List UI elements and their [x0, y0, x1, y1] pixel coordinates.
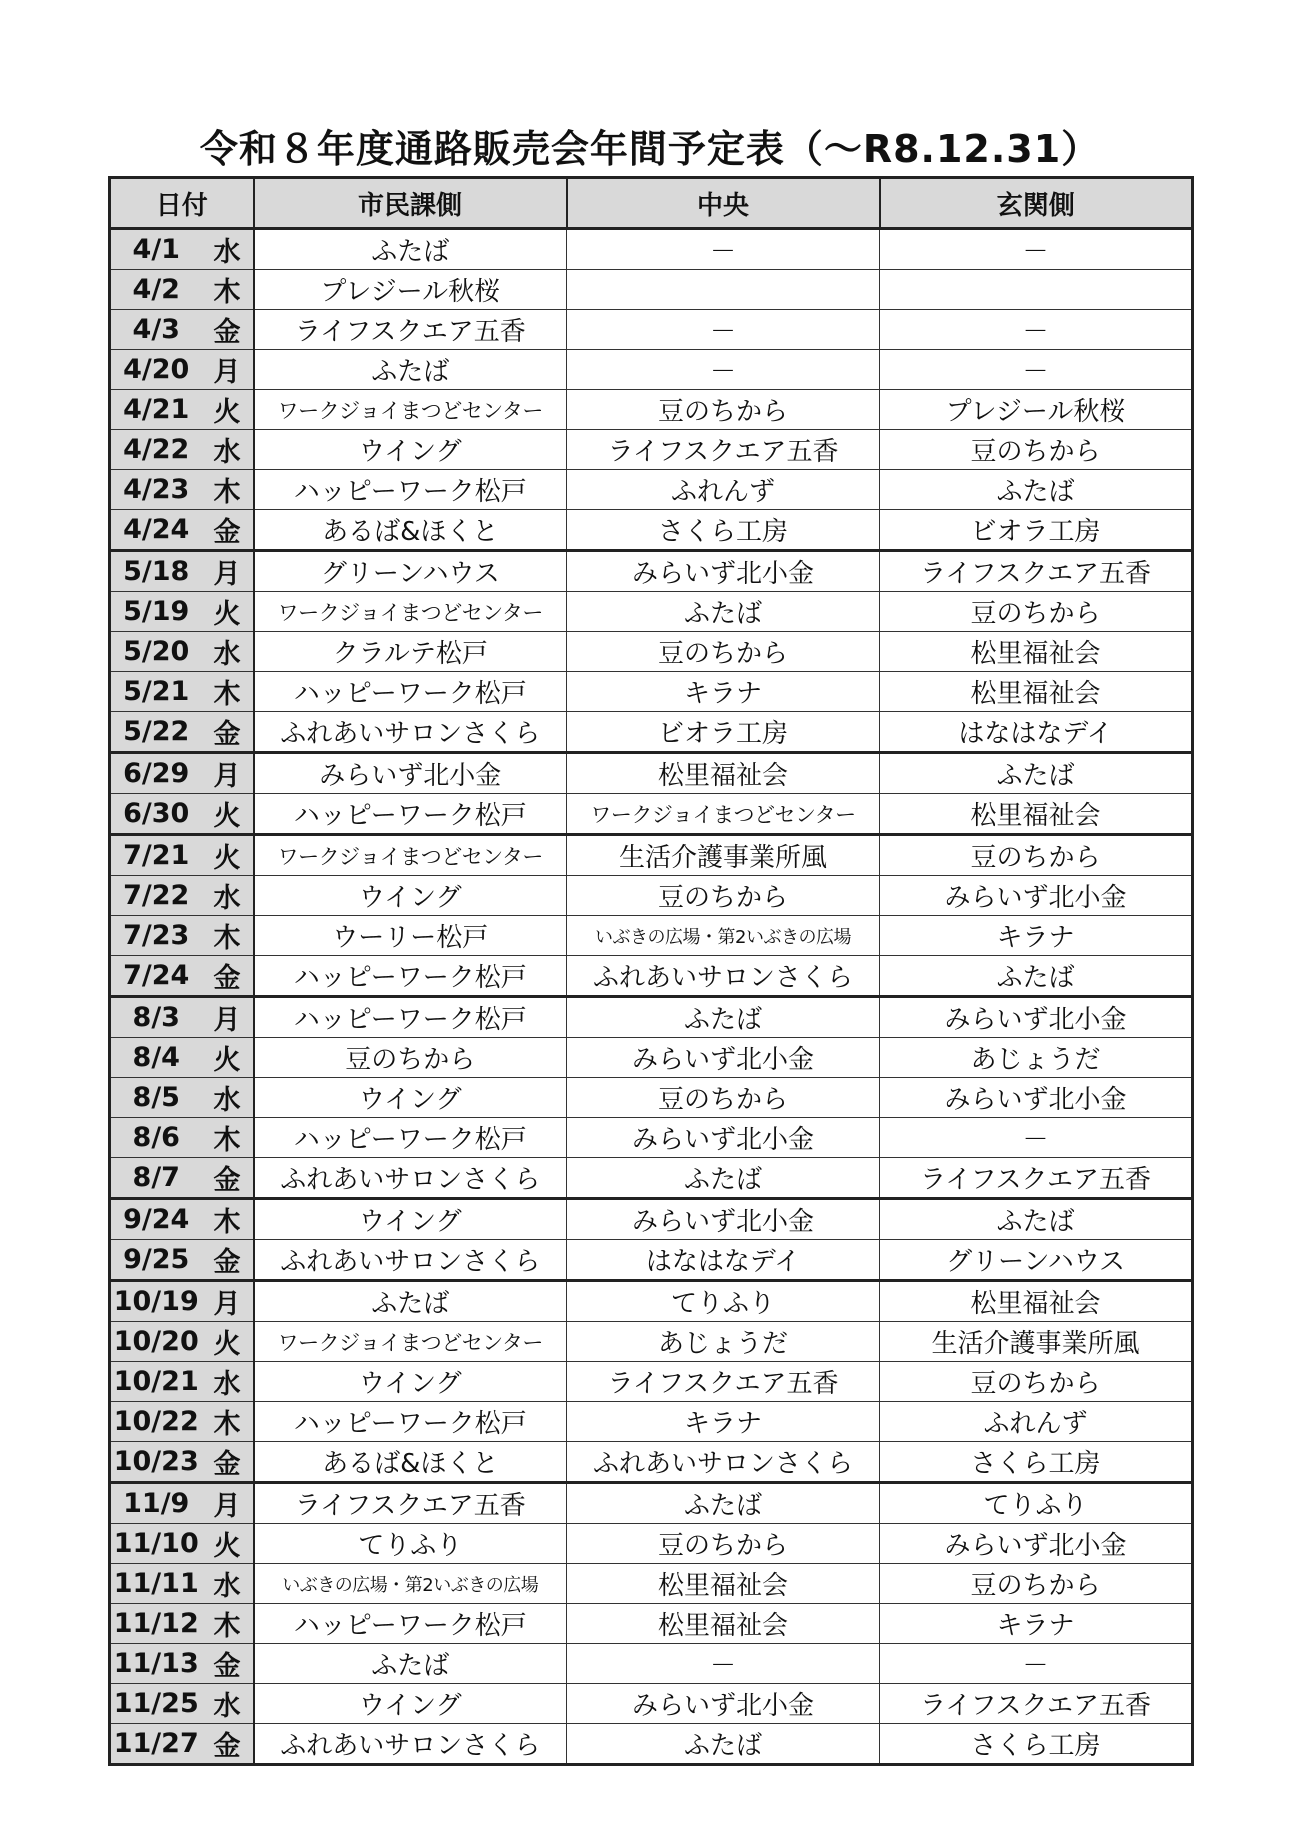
weekday-cell: 水 — [202, 632, 254, 672]
table-row — [110, 876, 1193, 916]
genkan-cell: 豆のちから — [880, 1362, 1193, 1402]
page-title: 令和８年度通路販売会年間予定表（～R8.12.31） — [199, 127, 1101, 171]
date-cell: 10/20 — [110, 1322, 202, 1362]
genkan-cell: ふたば — [880, 470, 1193, 510]
date-cell: 6/29 — [110, 753, 202, 794]
genkan-cell: キラナ — [880, 916, 1193, 956]
chuo-cell: みらいず北小金 — [567, 1684, 880, 1724]
shimin-cell: ハッピーワーク松戸 — [254, 997, 567, 1038]
shimin-cell: ハッピーワーク松戸 — [254, 1604, 567, 1644]
shimin-cell: ハッピーワーク松戸 — [254, 794, 567, 835]
genkan-cell: － — [880, 1644, 1193, 1684]
shimin-cell: ウイング — [254, 1199, 567, 1240]
date-cell: 5/18 — [110, 551, 202, 592]
chuo-cell: 豆のちから — [567, 632, 880, 672]
table-body — [110, 229, 1193, 1765]
weekday-cell: 火 — [202, 390, 254, 430]
shimin-cell: ワークジョイまつどセンター — [254, 835, 567, 876]
date-cell: 8/5 — [110, 1078, 202, 1118]
table-header-row — [110, 178, 1193, 229]
chuo-cell: － — [567, 350, 880, 390]
chuo-cell: 松里福祉会 — [567, 1604, 880, 1644]
weekday-cell: 月 — [202, 753, 254, 794]
shimin-cell: ふたば — [254, 229, 567, 270]
date-cell: 4/1 — [110, 229, 202, 270]
chuo-cell: てりふり — [567, 1281, 880, 1322]
weekday-cell: 火 — [202, 835, 254, 876]
table-row — [110, 430, 1193, 470]
shimin-cell: ハッピーワーク松戸 — [254, 672, 567, 712]
chuo-cell: みらいず北小金 — [567, 1118, 880, 1158]
genkan-cell: ふれんず — [880, 1402, 1193, 1442]
header-date: 日付 — [110, 178, 254, 229]
chuo-cell: ふたば — [567, 1724, 880, 1765]
shimin-cell: ウイング — [254, 1684, 567, 1724]
schedule-table — [108, 176, 1194, 1766]
shimin-cell: ライフスクエア五香 — [254, 1483, 567, 1524]
genkan-cell: さくら工房 — [880, 1442, 1193, 1483]
weekday-cell: 金 — [202, 1240, 254, 1281]
weekday-cell: 月 — [202, 1281, 254, 1322]
shimin-cell: あるば&ほくと — [254, 510, 567, 551]
table-row — [110, 916, 1193, 956]
table-row — [110, 672, 1193, 712]
shimin-cell: ウイング — [254, 430, 567, 470]
table-row — [110, 270, 1193, 310]
chuo-cell: ふたば — [567, 592, 880, 632]
weekday-cell: 月 — [202, 997, 254, 1038]
table-row — [110, 470, 1193, 510]
weekday-cell: 木 — [202, 916, 254, 956]
date-cell: 5/20 — [110, 632, 202, 672]
weekday-cell: 火 — [202, 1322, 254, 1362]
weekday-cell: 火 — [202, 794, 254, 835]
shimin-cell: ハッピーワーク松戸 — [254, 1118, 567, 1158]
genkan-cell: みらいず北小金 — [880, 1078, 1193, 1118]
header-shimin: 市民課側 — [254, 178, 567, 229]
table-row — [110, 390, 1193, 430]
date-cell: 10/22 — [110, 1402, 202, 1442]
chuo-cell: ふたば — [567, 997, 880, 1038]
weekday-cell: 火 — [202, 1038, 254, 1078]
table-row — [110, 997, 1193, 1038]
genkan-cell: みらいず北小金 — [880, 1524, 1193, 1564]
chuo-cell: キラナ — [567, 1402, 880, 1442]
weekday-cell: 水 — [202, 1362, 254, 1402]
date-cell: 5/22 — [110, 712, 202, 753]
table-row — [110, 510, 1193, 551]
chuo-cell: ライフスクエア五香 — [567, 1362, 880, 1402]
shimin-cell: ウーリー松戸 — [254, 916, 567, 956]
date-cell: 7/24 — [110, 956, 202, 997]
table-row — [110, 1078, 1193, 1118]
date-cell: 4/2 — [110, 270, 202, 310]
date-cell: 9/25 — [110, 1240, 202, 1281]
table-row — [110, 632, 1193, 672]
shimin-cell: ウイング — [254, 1362, 567, 1402]
table-row — [110, 956, 1193, 997]
shimin-cell: プレジール秋桜 — [254, 270, 567, 310]
weekday-cell: 木 — [202, 1118, 254, 1158]
chuo-cell: 松里福祉会 — [567, 1564, 880, 1604]
chuo-cell: みらいず北小金 — [567, 1199, 880, 1240]
genkan-cell: みらいず北小金 — [880, 997, 1193, 1038]
genkan-cell: － — [880, 229, 1193, 270]
genkan-cell: 生活介護事業所風 — [880, 1322, 1193, 1362]
weekday-cell: 水 — [202, 1078, 254, 1118]
date-cell: 11/10 — [110, 1524, 202, 1564]
date-cell: 11/25 — [110, 1684, 202, 1724]
genkan-cell: 豆のちから — [880, 1564, 1193, 1604]
weekday-cell: 水 — [202, 1564, 254, 1604]
shimin-cell: 豆のちから — [254, 1038, 567, 1078]
chuo-cell: 豆のちから — [567, 1524, 880, 1564]
shimin-cell: ハッピーワーク松戸 — [254, 470, 567, 510]
date-cell: 11/9 — [110, 1483, 202, 1524]
table-row — [110, 350, 1193, 390]
chuo-cell: 松里福祉会 — [567, 753, 880, 794]
genkan-cell: ライフスクエア五香 — [880, 1158, 1193, 1199]
table-row — [110, 1240, 1193, 1281]
genkan-cell: ふたば — [880, 753, 1193, 794]
date-cell: 8/7 — [110, 1158, 202, 1199]
genkan-cell: 松里福祉会 — [880, 794, 1193, 835]
shimin-cell: ウイング — [254, 1078, 567, 1118]
date-cell: 11/13 — [110, 1644, 202, 1684]
weekday-cell: 木 — [202, 672, 254, 712]
genkan-cell: てりふり — [880, 1483, 1193, 1524]
table-row — [110, 592, 1193, 632]
weekday-cell: 金 — [202, 310, 254, 350]
genkan-cell: はなはなデイ — [880, 712, 1193, 753]
table-row — [110, 1281, 1193, 1322]
genkan-cell: ふたば — [880, 1199, 1193, 1240]
shimin-cell: ハッピーワーク松戸 — [254, 956, 567, 997]
date-cell: 4/23 — [110, 470, 202, 510]
chuo-cell: 豆のちから — [567, 1078, 880, 1118]
shimin-cell: ふたば — [254, 1644, 567, 1684]
weekday-cell: 火 — [202, 1524, 254, 1564]
shimin-cell: ワークジョイまつどセンター — [254, 592, 567, 632]
table-row — [110, 1362, 1193, 1402]
genkan-cell: みらいず北小金 — [880, 876, 1193, 916]
table-row — [110, 551, 1193, 592]
shimin-cell: てりふり — [254, 1524, 567, 1564]
table-row — [110, 1038, 1193, 1078]
genkan-cell: グリーンハウス — [880, 1240, 1193, 1281]
weekday-cell: 水 — [202, 876, 254, 916]
weekday-cell: 金 — [202, 510, 254, 551]
date-cell: 6/30 — [110, 794, 202, 835]
date-cell: 11/11 — [110, 1564, 202, 1604]
shimin-cell: クラルテ松戸 — [254, 632, 567, 672]
genkan-cell: － — [880, 310, 1193, 350]
shimin-cell: ウイング — [254, 876, 567, 916]
header-chuo: 中央 — [567, 178, 880, 229]
date-cell: 4/22 — [110, 430, 202, 470]
date-cell: 4/3 — [110, 310, 202, 350]
shimin-cell: ワークジョイまつどセンター — [254, 1322, 567, 1362]
shimin-cell: ふれあいサロンさくら — [254, 712, 567, 753]
weekday-cell: 水 — [202, 1684, 254, 1724]
table-row — [110, 229, 1193, 270]
weekday-cell: 月 — [202, 1483, 254, 1524]
table-row — [110, 1118, 1193, 1158]
date-cell: 10/23 — [110, 1442, 202, 1483]
genkan-cell: プレジール秋桜 — [880, 390, 1193, 430]
table-row — [110, 1564, 1193, 1604]
weekday-cell: 金 — [202, 1442, 254, 1483]
genkan-cell: 豆のちから — [880, 430, 1193, 470]
chuo-cell: － — [567, 310, 880, 350]
chuo-cell: はなはなデイ — [567, 1240, 880, 1281]
date-cell: 4/21 — [110, 390, 202, 430]
weekday-cell: 金 — [202, 956, 254, 997]
date-cell: 4/24 — [110, 510, 202, 551]
shimin-cell: みらいず北小金 — [254, 753, 567, 794]
table-row — [110, 835, 1193, 876]
chuo-cell: ふれんず — [567, 470, 880, 510]
chuo-cell: 生活介護事業所風 — [567, 835, 880, 876]
genkan-cell: ライフスクエア五香 — [880, 1684, 1193, 1724]
shimin-cell: グリーンハウス — [254, 551, 567, 592]
weekday-cell: 金 — [202, 1724, 254, 1765]
date-cell: 5/21 — [110, 672, 202, 712]
chuo-cell: さくら工房 — [567, 510, 880, 551]
weekday-cell: 水 — [202, 430, 254, 470]
date-cell: 8/3 — [110, 997, 202, 1038]
chuo-cell: みらいず北小金 — [567, 1038, 880, 1078]
table-row — [110, 1524, 1193, 1564]
table-row — [110, 1199, 1193, 1240]
date-cell: 9/24 — [110, 1199, 202, 1240]
shimin-cell: ライフスクエア五香 — [254, 310, 567, 350]
weekday-cell: 金 — [202, 712, 254, 753]
table-row — [110, 310, 1193, 350]
genkan-cell: ふたば — [880, 956, 1193, 997]
genkan-cell: 松里福祉会 — [880, 632, 1193, 672]
genkan-cell: ビオラ工房 — [880, 510, 1193, 551]
weekday-cell: 月 — [202, 350, 254, 390]
chuo-cell: みらいず北小金 — [567, 551, 880, 592]
shimin-cell: ハッピーワーク松戸 — [254, 1402, 567, 1442]
shimin-cell: ふたば — [254, 1281, 567, 1322]
weekday-cell: 木 — [202, 1402, 254, 1442]
date-cell: 10/19 — [110, 1281, 202, 1322]
date-cell: 7/23 — [110, 916, 202, 956]
table-row — [110, 794, 1193, 835]
table-row — [110, 1724, 1193, 1765]
genkan-cell: － — [880, 1118, 1193, 1158]
shimin-cell: ふれあいサロンさくら — [254, 1158, 567, 1199]
date-cell: 10/21 — [110, 1362, 202, 1402]
table-row — [110, 712, 1193, 753]
chuo-cell: － — [567, 229, 880, 270]
genkan-cell: あじょうだ — [880, 1038, 1193, 1078]
genkan-cell: 松里福祉会 — [880, 672, 1193, 712]
shimin-cell: ふたば — [254, 350, 567, 390]
header-genkan: 玄関側 — [880, 178, 1193, 229]
date-cell: 5/19 — [110, 592, 202, 632]
table-row — [110, 1402, 1193, 1442]
chuo-cell: ふれあいサロンさくら — [567, 1442, 880, 1483]
table-row — [110, 1604, 1193, 1644]
date-cell: 8/6 — [110, 1118, 202, 1158]
chuo-cell: あじょうだ — [567, 1322, 880, 1362]
weekday-cell: 木 — [202, 270, 254, 310]
table-row — [110, 1483, 1193, 1524]
weekday-cell: 金 — [202, 1158, 254, 1199]
date-cell: 11/12 — [110, 1604, 202, 1644]
genkan-cell: 豆のちから — [880, 592, 1193, 632]
weekday-cell: 金 — [202, 1644, 254, 1684]
table-row — [110, 1322, 1193, 1362]
genkan-cell — [880, 270, 1193, 310]
date-cell: 7/21 — [110, 835, 202, 876]
chuo-cell: ふたば — [567, 1158, 880, 1199]
weekday-cell: 月 — [202, 551, 254, 592]
table-row — [110, 1644, 1193, 1684]
weekday-cell: 水 — [202, 229, 254, 270]
shimin-cell: あるば&ほくと — [254, 1442, 567, 1483]
chuo-cell: ふたば — [567, 1483, 880, 1524]
weekday-cell: 木 — [202, 1604, 254, 1644]
date-cell: 4/20 — [110, 350, 202, 390]
genkan-cell: さくら工房 — [880, 1724, 1193, 1765]
chuo-cell: キラナ — [567, 672, 880, 712]
table-row — [110, 753, 1193, 794]
weekday-cell: 木 — [202, 1199, 254, 1240]
chuo-cell: いぶきの広場・第2いぶきの広場 — [567, 916, 880, 956]
date-cell: 8/4 — [110, 1038, 202, 1078]
genkan-cell: 豆のちから — [880, 835, 1193, 876]
weekday-cell: 火 — [202, 592, 254, 632]
table-row — [110, 1442, 1193, 1483]
shimin-cell: ふれあいサロンさくら — [254, 1240, 567, 1281]
chuo-cell: ライフスクエア五香 — [567, 430, 880, 470]
shimin-cell: ふれあいサロンさくら — [254, 1724, 567, 1765]
genkan-cell: キラナ — [880, 1604, 1193, 1644]
chuo-cell: 豆のちから — [567, 390, 880, 430]
shimin-cell: いぶきの広場・第2いぶきの広場 — [254, 1564, 567, 1604]
chuo-cell: ふれあいサロンさくら — [567, 956, 880, 997]
shimin-cell: ワークジョイまつどセンター — [254, 390, 567, 430]
genkan-cell: 松里福祉会 — [880, 1281, 1193, 1322]
chuo-cell: ワークジョイまつどセンター — [567, 794, 880, 835]
chuo-cell: － — [567, 1644, 880, 1684]
chuo-cell: ビオラ工房 — [567, 712, 880, 753]
weekday-cell: 木 — [202, 470, 254, 510]
table-row — [110, 1684, 1193, 1724]
chuo-cell — [567, 270, 880, 310]
table-row — [110, 1158, 1193, 1199]
chuo-cell: 豆のちから — [567, 876, 880, 916]
genkan-cell: ライフスクエア五香 — [880, 551, 1193, 592]
date-cell: 7/22 — [110, 876, 202, 916]
date-cell: 11/27 — [110, 1724, 202, 1765]
genkan-cell: － — [880, 350, 1193, 390]
